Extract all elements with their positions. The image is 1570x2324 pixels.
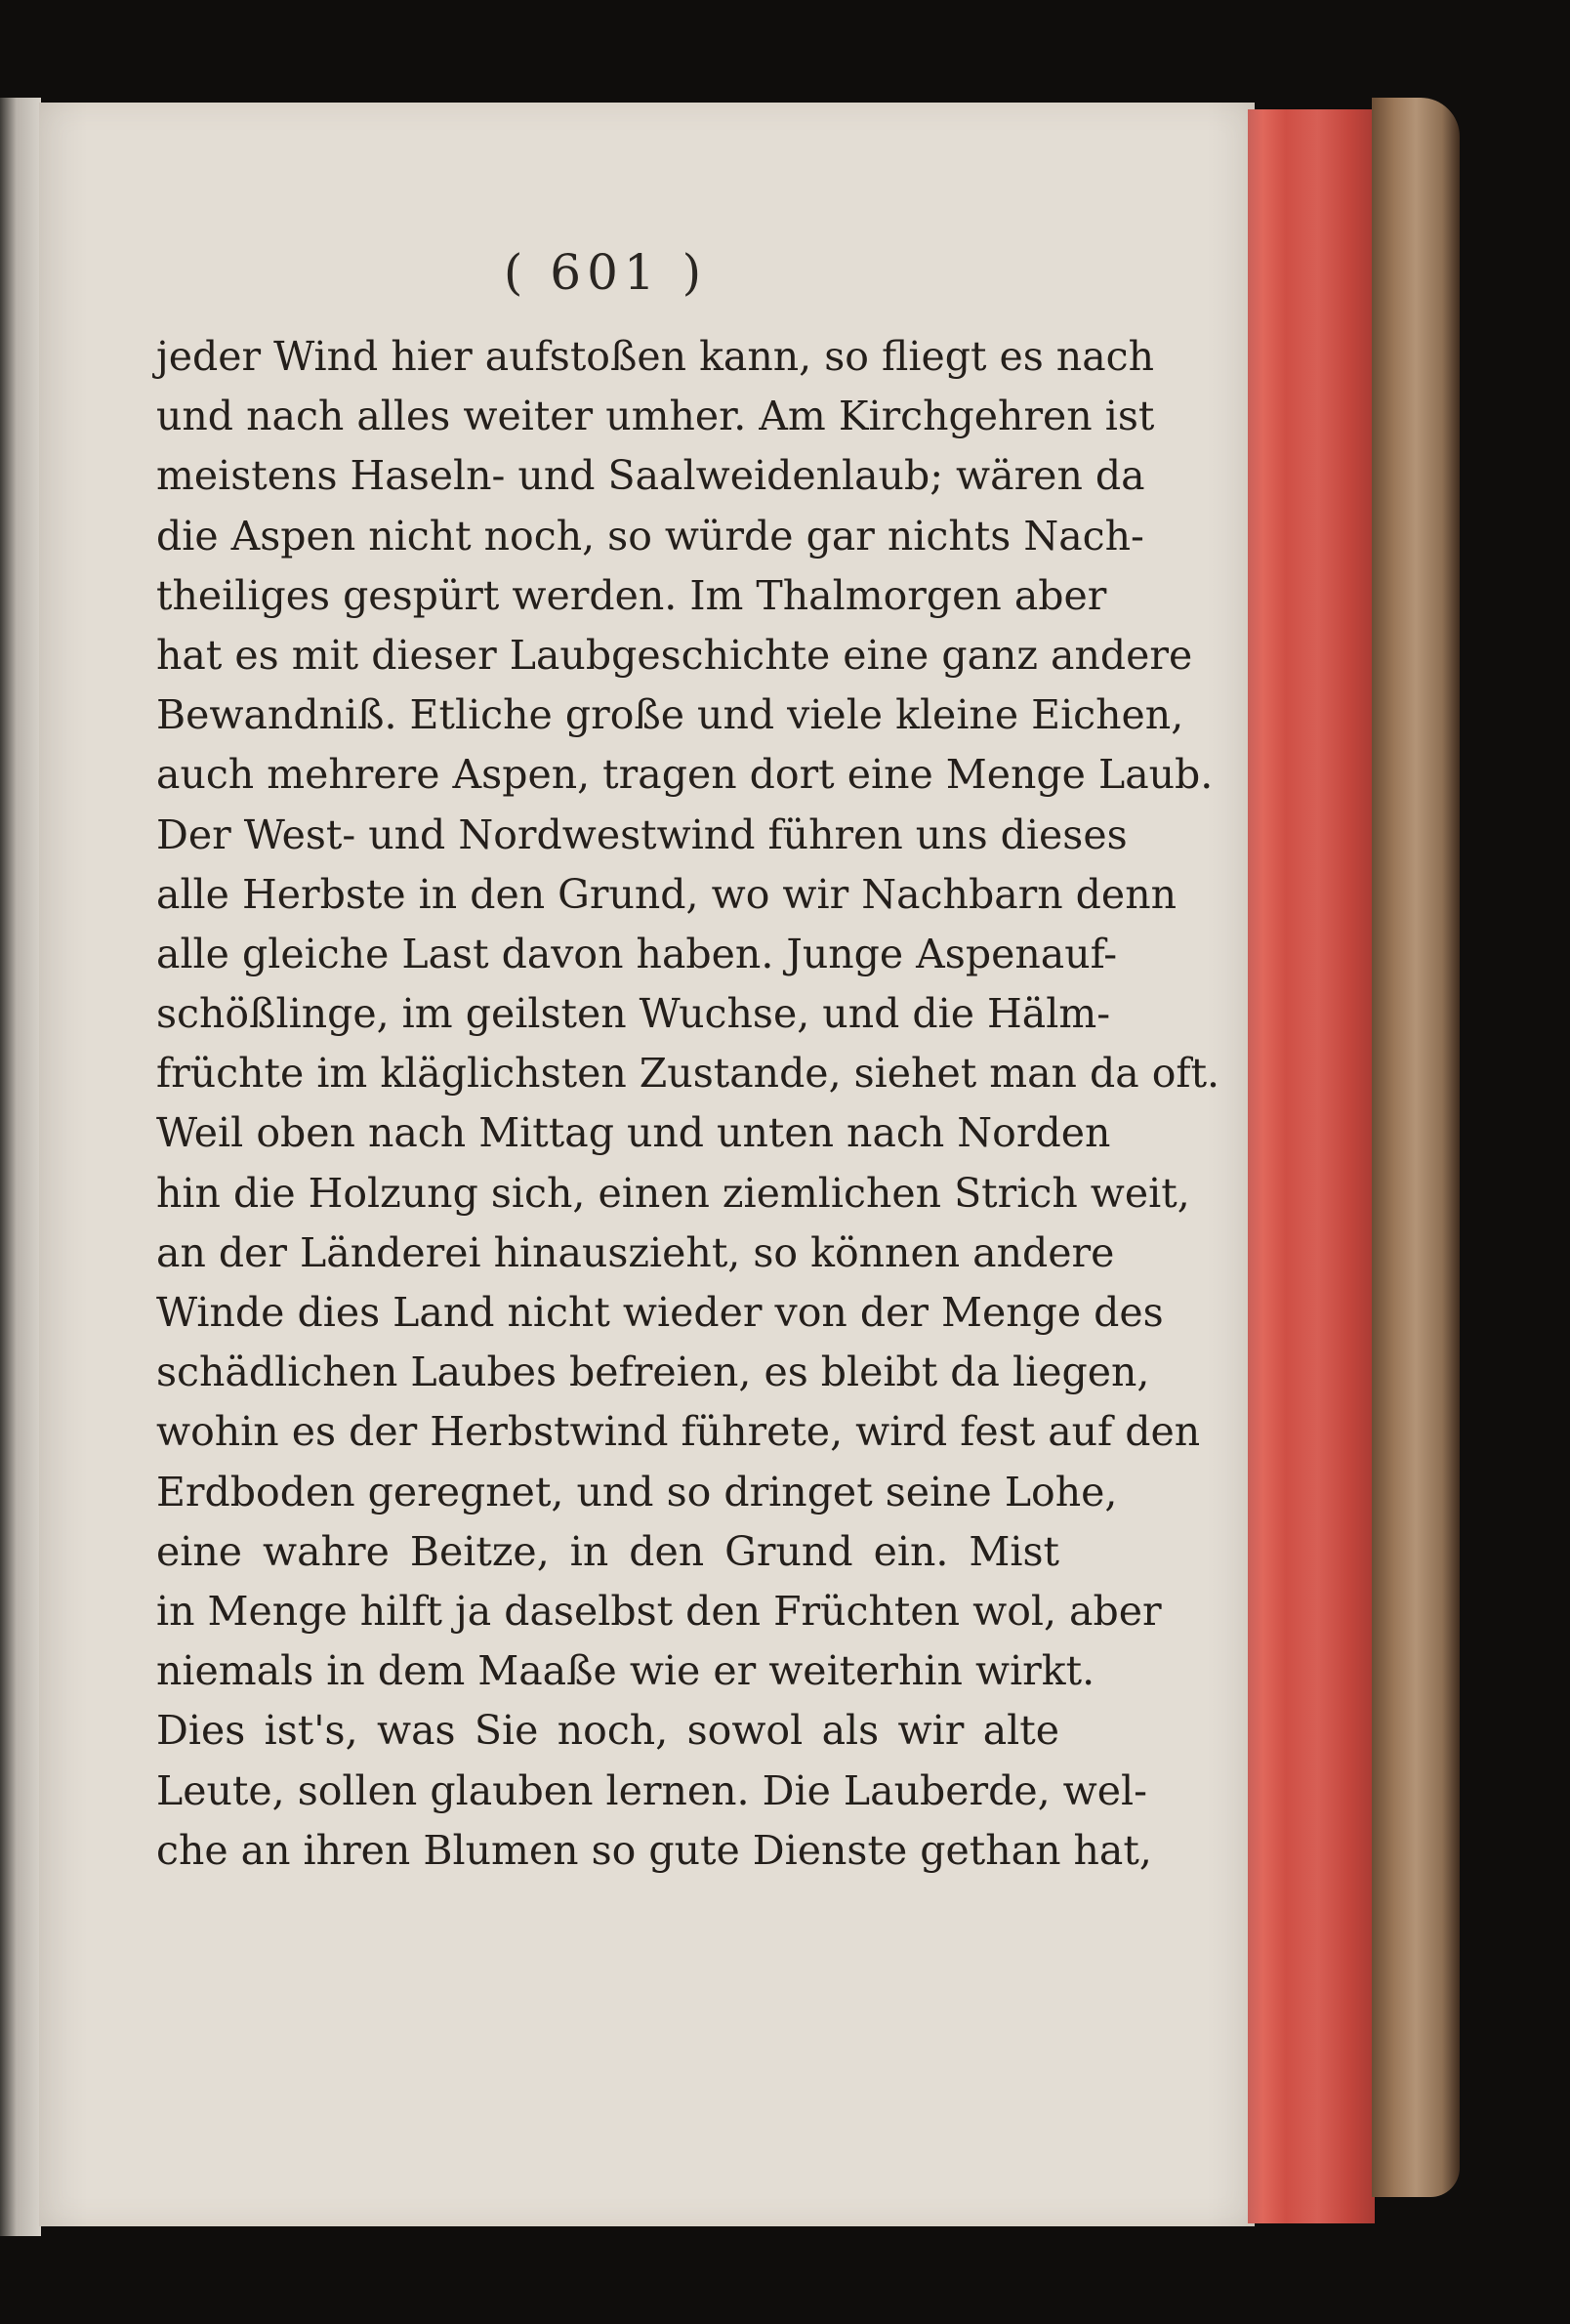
- text-line: schädlichen Laubes befreien, es bleibt da liegen,: [156, 1349, 1150, 1396]
- text-line: auch mehrere Aspen, tragen dort eine Menge Laub.: [156, 751, 1214, 799]
- text-line: hin die Holzung sich, einen ziemlichen Strich weit,: [156, 1169, 1190, 1217]
- text-line: wohin es der Herbstwind führete, wird fest auf den: [156, 1408, 1201, 1456]
- book-cover-edge: [1372, 98, 1460, 2197]
- text-line: früchte im kläglichsten Zustande, siehet man da oft.: [156, 1050, 1220, 1098]
- text-line: die Aspen nicht noch, so würde gar nichts Nach-: [156, 512, 1144, 560]
- text-line: Leute, sollen glauben lernen. Die Lauberde, wel-: [156, 1766, 1147, 1814]
- text-line: Winde dies Land nicht wieder von der Menge des: [156, 1289, 1164, 1336]
- text-line: an der Länderei hinauszieht, so können andere: [156, 1228, 1115, 1276]
- previous-page-edge: [0, 98, 41, 2236]
- text-line: Dies ist's, was Sie noch, sowol als wir alte: [156, 1707, 1059, 1755]
- text-line: niemals in dem Maaße wie er weiterhin wirkt.: [156, 1647, 1095, 1695]
- text-line: in Menge hilft ja daselbst den Früchten wol, aber: [156, 1587, 1162, 1635]
- text-line: jeder Wind hier aufstoßen kann, so fliegt es nach: [156, 333, 1155, 380]
- text-line: eine wahre Beitze, in den Grund ein. Mist: [156, 1527, 1059, 1575]
- text-line: alle gleiche Last davon haben. Junge Aspenauf-: [156, 930, 1118, 977]
- text-line: hat es mit dieser Laubgeschichte eine ganz andere: [156, 631, 1193, 679]
- page-number: ( 601 ): [503, 244, 708, 301]
- page-text: [156, 327, 1220, 1881]
- text-line: alle Herbste in den Grund, wo wir Nachbarn denn: [156, 870, 1177, 918]
- text-line: meistens Haseln- und Saalweidenlaub; wären da: [156, 452, 1145, 500]
- text-line: schößlinge, im geilsten Wuchse, und die Hälm-: [156, 990, 1111, 1038]
- red-page-edges: [1248, 109, 1375, 2223]
- text-line: Bewandniß. Etliche große und viele kleine Eichen,: [156, 691, 1184, 739]
- text-line: che an ihren Blumen so gute Dienste gethan hat,: [156, 1826, 1152, 1874]
- text-line: Weil oben nach Mittag und unten nach Norden: [156, 1109, 1111, 1157]
- text-line: und nach alles weiter umher. Am Kirchgehren ist: [156, 393, 1155, 440]
- text-line: Erdboden geregnet, und so dringet seine Lohe,: [156, 1468, 1118, 1515]
- text-line: Der West- und Nordwestwind führen uns dieses: [156, 810, 1128, 858]
- text-line: theiliges gespürt werden. Im Thalmorgen aber: [156, 571, 1107, 619]
